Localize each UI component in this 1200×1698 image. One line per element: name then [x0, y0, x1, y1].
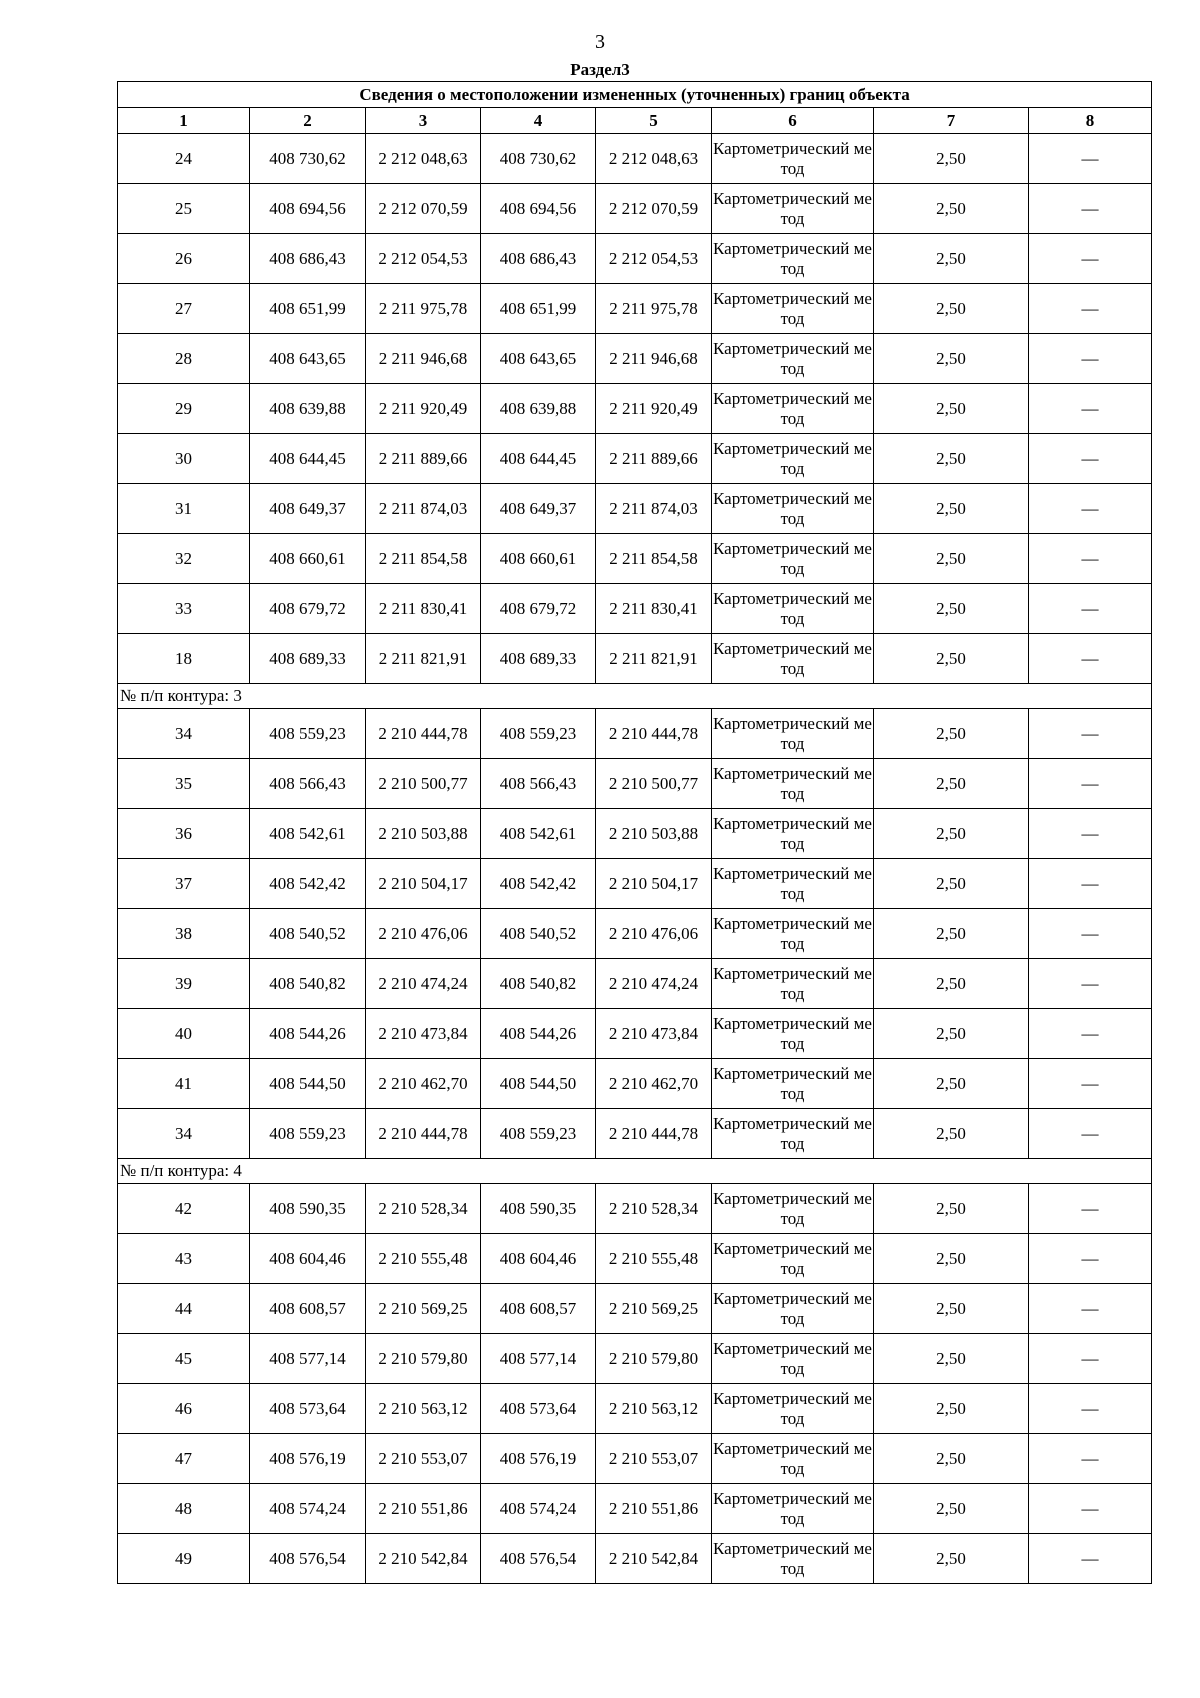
table-cell-col-5: 2 210 474,24	[596, 959, 712, 1009]
table-cell-col-7: 2,50	[874, 1109, 1029, 1159]
table-cell-col-7: 2,50	[874, 1384, 1029, 1434]
table-cell-col-8: —	[1029, 909, 1152, 959]
table-row	[118, 1334, 1152, 1384]
table-cell-col-8: —	[1029, 859, 1152, 909]
table-cell-col-8: —	[1029, 134, 1152, 184]
table-cell-col-3: 2 211 946,68	[366, 334, 481, 384]
table-cell-col-6: Картометрический метод	[712, 1484, 874, 1534]
table-cell-col-4: 408 576,54	[481, 1534, 596, 1584]
boundary-coordinates-table	[117, 81, 1152, 1584]
table-cell-col-7: 2,50	[874, 1009, 1029, 1059]
table-cell-col-4: 408 573,64	[481, 1384, 596, 1434]
table-cell-col-4: 408 651,99	[481, 284, 596, 334]
table-cell-col-1: 28	[118, 334, 250, 384]
table-cell-col-6: Картометрический метод	[712, 859, 874, 909]
table-cell-col-5: 2 210 500,77	[596, 759, 712, 809]
table-cell-col-3: 2 210 579,80	[366, 1334, 481, 1384]
table-cell-col-4: 408 608,57	[481, 1284, 596, 1334]
table-cell-col-3: 2 211 920,49	[366, 384, 481, 434]
table-cell-col-6: Картометрический метод	[712, 759, 874, 809]
table-cell-col-2: 408 639,88	[250, 384, 366, 434]
contour-row	[118, 1159, 1152, 1184]
table-cell-col-4: 408 730,62	[481, 134, 596, 184]
table-cell-col-1: 35	[118, 759, 250, 809]
contour-row	[118, 684, 1152, 709]
table-cell-col-4: 408 566,43	[481, 759, 596, 809]
table-cell-col-6: Картометрический метод	[712, 234, 874, 284]
table-cell-col-6: Картометрический метод	[712, 584, 874, 634]
table-cell-col-3: 2 211 874,03	[366, 484, 481, 534]
table-cell-col-6: Картометрический метод	[712, 709, 874, 759]
table-cell-col-8: —	[1029, 634, 1152, 684]
table-cell-col-7: 2,50	[874, 634, 1029, 684]
table-cell-col-3: 2 210 563,12	[366, 1384, 481, 1434]
table-row	[118, 1484, 1152, 1534]
table-cell-col-5: 2 212 054,53	[596, 234, 712, 284]
table-cell-col-7: 2,50	[874, 584, 1029, 634]
table-cell-col-6: Картометрический метод	[712, 134, 874, 184]
table-cell-col-1: 29	[118, 384, 250, 434]
table-cell-col-7: 2,50	[874, 709, 1029, 759]
table-cell-col-3: 2 211 975,78	[366, 284, 481, 334]
table-row	[118, 1059, 1152, 1109]
table-cell-col-7: 2,50	[874, 234, 1029, 284]
column-header: 2	[250, 108, 366, 134]
table-cell-col-6: Картометрический метод	[712, 484, 874, 534]
table-cell-col-4: 408 540,52	[481, 909, 596, 959]
table-cell-col-8: —	[1029, 1334, 1152, 1384]
table-cell-col-1: 44	[118, 1284, 250, 1334]
table-cell-col-6: Картометрический метод	[712, 959, 874, 1009]
table-cell-col-8: —	[1029, 184, 1152, 234]
table-cell-col-4: 408 540,82	[481, 959, 596, 1009]
table-cell-col-1: 18	[118, 634, 250, 684]
table-cell-col-7: 2,50	[874, 859, 1029, 909]
table-row	[118, 534, 1152, 584]
table-cell-col-1: 45	[118, 1334, 250, 1384]
table-cell-col-5: 2 210 503,88	[596, 809, 712, 859]
table-row	[118, 184, 1152, 234]
table-cell-col-6: Картометрический метод	[712, 1059, 874, 1109]
table-cell-col-3: 2 210 474,24	[366, 959, 481, 1009]
table-cell-col-2: 408 542,61	[250, 809, 366, 859]
table-cell-col-8: —	[1029, 584, 1152, 634]
column-header: 5	[596, 108, 712, 134]
table-cell-col-6: Картометрический метод	[712, 1384, 874, 1434]
table-cell-col-5: 2 210 569,25	[596, 1284, 712, 1334]
table-cell-col-1: 40	[118, 1009, 250, 1059]
table-cell-col-2: 408 566,43	[250, 759, 366, 809]
table-cell-col-2: 408 686,43	[250, 234, 366, 284]
table-cell-col-2: 408 573,64	[250, 1384, 366, 1434]
table-cell-col-3: 2 210 504,17	[366, 859, 481, 909]
table-cell-col-5: 2 211 821,91	[596, 634, 712, 684]
table-row	[118, 484, 1152, 534]
table-cell-col-4: 408 660,61	[481, 534, 596, 584]
table-cell-col-2: 408 540,82	[250, 959, 366, 1009]
table-cell-col-1: 30	[118, 434, 250, 484]
table-cell-col-6: Картометрический метод	[712, 1109, 874, 1159]
table-cell-col-2: 408 608,57	[250, 1284, 366, 1334]
table-cell-col-5: 2 210 579,80	[596, 1334, 712, 1384]
table-cell-col-8: —	[1029, 234, 1152, 284]
table-row	[118, 1384, 1152, 1434]
table-caption: Сведения о местоположении измененных (уточненных) границ объекта	[118, 82, 1152, 108]
table-cell-col-1: 43	[118, 1234, 250, 1284]
table-cell-col-6: Картометрический метод	[712, 909, 874, 959]
table-cell-col-2: 408 540,52	[250, 909, 366, 959]
table-row	[118, 584, 1152, 634]
table-cell-col-1: 27	[118, 284, 250, 334]
section-title: Раздел3	[570, 60, 630, 79]
table-cell-col-5: 2 210 553,07	[596, 1434, 712, 1484]
table-row	[118, 859, 1152, 909]
table-cell-col-7: 2,50	[874, 1334, 1029, 1384]
table-row	[118, 759, 1152, 809]
table-cell-col-2: 408 574,24	[250, 1484, 366, 1534]
table-cell-col-4: 408 644,45	[481, 434, 596, 484]
table-cell-col-8: —	[1029, 1534, 1152, 1584]
table-row	[118, 234, 1152, 284]
table-row	[118, 1109, 1152, 1159]
table-cell-col-7: 2,50	[874, 959, 1029, 1009]
table-cell-col-1: 37	[118, 859, 250, 909]
table-cell-col-5: 2 210 473,84	[596, 1009, 712, 1059]
column-header: 7	[874, 108, 1029, 134]
table-cell-col-5: 2 211 889,66	[596, 434, 712, 484]
contour-label: № п/п контура: 4	[118, 1159, 1152, 1184]
table-cell-col-8: —	[1029, 1234, 1152, 1284]
table-cell-col-1: 48	[118, 1484, 250, 1534]
table-cell-col-6: Картометрический метод	[712, 1184, 874, 1234]
table-cell-col-5: 2 211 946,68	[596, 334, 712, 384]
table-row	[118, 959, 1152, 1009]
table-cell-col-7: 2,50	[874, 909, 1029, 959]
table-cell-col-1: 49	[118, 1534, 250, 1584]
table-cell-col-4: 408 542,42	[481, 859, 596, 909]
table-cell-col-5: 2 212 070,59	[596, 184, 712, 234]
table-cell-col-2: 408 577,14	[250, 1334, 366, 1384]
table-cell-col-4: 408 679,72	[481, 584, 596, 634]
table-cell-col-8: —	[1029, 809, 1152, 859]
table-cell-col-4: 408 590,35	[481, 1184, 596, 1234]
table-cell-col-7: 2,50	[874, 484, 1029, 534]
table-cell-col-4: 408 559,23	[481, 709, 596, 759]
table-cell-col-3: 2 211 889,66	[366, 434, 481, 484]
table-cell-col-3: 2 210 462,70	[366, 1059, 481, 1109]
table-cell-col-4: 408 686,43	[481, 234, 596, 284]
table-cell-col-6: Картометрический метод	[712, 1284, 874, 1334]
table-cell-col-2: 408 689,33	[250, 634, 366, 684]
table-cell-col-2: 408 576,19	[250, 1434, 366, 1484]
table-cell-col-7: 2,50	[874, 1484, 1029, 1534]
table-cell-col-6: Картометрический метод	[712, 434, 874, 484]
table-cell-col-5: 2 210 504,17	[596, 859, 712, 909]
table-cell-col-8: —	[1029, 484, 1152, 534]
table-cell-col-4: 408 694,56	[481, 184, 596, 234]
table-cell-col-6: Картометрический метод	[712, 184, 874, 234]
table-cell-col-1: 33	[118, 584, 250, 634]
table-row	[118, 434, 1152, 484]
table-cell-col-7: 2,50	[874, 1059, 1029, 1109]
table-cell-col-8: —	[1029, 434, 1152, 484]
table-cell-col-3: 2 212 070,59	[366, 184, 481, 234]
column-header: 4	[481, 108, 596, 134]
table-cell-col-1: 39	[118, 959, 250, 1009]
table-cell-col-5: 2 211 874,03	[596, 484, 712, 534]
table-cell-col-1: 46	[118, 1384, 250, 1434]
table-cell-col-1: 41	[118, 1059, 250, 1109]
table-cell-col-2: 408 559,23	[250, 709, 366, 759]
table-cell-col-8: —	[1029, 959, 1152, 1009]
table-cell-col-5: 2 211 830,41	[596, 584, 712, 634]
table-cell-col-6: Картометрический метод	[712, 1434, 874, 1484]
table-cell-col-7: 2,50	[874, 1284, 1029, 1334]
table-cell-col-4: 408 576,19	[481, 1434, 596, 1484]
table-cell-col-7: 2,50	[874, 1234, 1029, 1284]
table-row	[118, 134, 1152, 184]
table-cell-col-2: 408 643,65	[250, 334, 366, 384]
table-cell-col-3: 2 211 854,58	[366, 534, 481, 584]
table-cell-col-1: 38	[118, 909, 250, 959]
column-header: 8	[1029, 108, 1152, 134]
table-cell-col-8: —	[1029, 1109, 1152, 1159]
table-cell-col-6: Картометрический метод	[712, 384, 874, 434]
table-cell-col-8: —	[1029, 1384, 1152, 1434]
table-cell-col-8: —	[1029, 334, 1152, 384]
table-cell-col-1: 34	[118, 1109, 250, 1159]
table-cell-col-3: 2 210 553,07	[366, 1434, 481, 1484]
table-row	[118, 809, 1152, 859]
table-cell-col-7: 2,50	[874, 184, 1029, 234]
table-cell-col-5: 2 211 854,58	[596, 534, 712, 584]
table-cell-col-3: 2 210 551,86	[366, 1484, 481, 1534]
table-cell-col-1: 47	[118, 1434, 250, 1484]
table-cell-col-8: —	[1029, 1059, 1152, 1109]
table-cell-col-5: 2 210 542,84	[596, 1534, 712, 1584]
table-cell-col-4: 408 689,33	[481, 634, 596, 684]
table-body	[118, 134, 1152, 1584]
table-cell-col-3: 2 210 503,88	[366, 809, 481, 859]
table-cell-col-2: 408 542,42	[250, 859, 366, 909]
table-cell-col-3: 2 210 542,84	[366, 1534, 481, 1584]
table-cell-col-6: Картометрический метод	[712, 634, 874, 684]
table-cell-col-7: 2,50	[874, 1184, 1029, 1234]
table-cell-col-3: 2 210 528,34	[366, 1184, 481, 1234]
table-cell-col-8: —	[1029, 1484, 1152, 1534]
table-cell-col-8: —	[1029, 534, 1152, 584]
table-cell-col-4: 408 559,23	[481, 1109, 596, 1159]
table-row	[118, 909, 1152, 959]
table-cell-col-6: Картометрический метод	[712, 1009, 874, 1059]
table-cell-col-1: 26	[118, 234, 250, 284]
table-cell-col-2: 408 679,72	[250, 584, 366, 634]
table-cell-col-6: Картометрический метод	[712, 334, 874, 384]
table-cell-col-2: 408 649,37	[250, 484, 366, 534]
table-row	[118, 1434, 1152, 1484]
table-cell-col-4: 408 544,26	[481, 1009, 596, 1059]
table-cell-col-2: 408 544,50	[250, 1059, 366, 1109]
table-cell-col-5: 2 212 048,63	[596, 134, 712, 184]
table-cell-col-4: 408 544,50	[481, 1059, 596, 1109]
table-cell-col-8: —	[1029, 709, 1152, 759]
table-cell-col-3: 2 212 054,53	[366, 234, 481, 284]
table-cell-col-8: —	[1029, 759, 1152, 809]
table-cell-col-6: Картометрический метод	[712, 1234, 874, 1284]
table-cell-col-5: 2 210 462,70	[596, 1059, 712, 1109]
table-cell-col-5: 2 210 528,34	[596, 1184, 712, 1234]
table-cell-col-5: 2 210 563,12	[596, 1384, 712, 1434]
table-cell-col-7: 2,50	[874, 809, 1029, 859]
table-cell-col-5: 2 211 920,49	[596, 384, 712, 434]
table-cell-col-7: 2,50	[874, 134, 1029, 184]
table-cell-col-5: 2 210 476,06	[596, 909, 712, 959]
table-cell-col-4: 408 604,46	[481, 1234, 596, 1284]
table-cell-col-8: —	[1029, 1284, 1152, 1334]
table-cell-col-7: 2,50	[874, 434, 1029, 484]
column-header: 6	[712, 108, 874, 134]
table-cell-col-3: 2 210 476,06	[366, 909, 481, 959]
column-header: 3	[366, 108, 481, 134]
table-cell-col-3: 2 212 048,63	[366, 134, 481, 184]
table-cell-col-2: 408 576,54	[250, 1534, 366, 1584]
table-cell-col-3: 2 210 500,77	[366, 759, 481, 809]
table-cell-col-1: 36	[118, 809, 250, 859]
table-cell-col-3: 2 211 821,91	[366, 634, 481, 684]
table-cell-col-7: 2,50	[874, 759, 1029, 809]
table-cell-col-3: 2 210 473,84	[366, 1009, 481, 1059]
page-number: 3	[595, 31, 605, 53]
table-cell-col-7: 2,50	[874, 1534, 1029, 1584]
table-row	[118, 634, 1152, 684]
table-cell-col-6: Картометрический метод	[712, 284, 874, 334]
table-cell-col-4: 408 643,65	[481, 334, 596, 384]
table-cell-col-8: —	[1029, 384, 1152, 434]
table-cell-col-8: —	[1029, 1434, 1152, 1484]
table-row	[118, 1234, 1152, 1284]
table-row	[118, 284, 1152, 334]
table-cell-col-8: —	[1029, 1184, 1152, 1234]
table-cell-col-4: 408 649,37	[481, 484, 596, 534]
table-cell-col-2: 408 544,26	[250, 1009, 366, 1059]
table-cell-col-1: 34	[118, 709, 250, 759]
table-cell-col-5: 2 210 444,78	[596, 709, 712, 759]
table-row	[118, 1009, 1152, 1059]
table-cell-col-6: Картометрический метод	[712, 1534, 874, 1584]
table-cell-col-1: 25	[118, 184, 250, 234]
table-cell-col-6: Картометрический метод	[712, 534, 874, 584]
contour-label: № п/п контура: 3	[118, 684, 1152, 709]
table-cell-col-4: 408 577,14	[481, 1334, 596, 1384]
table-cell-col-1: 24	[118, 134, 250, 184]
table-cell-col-8: —	[1029, 1009, 1152, 1059]
table-cell-col-3: 2 210 569,25	[366, 1284, 481, 1334]
table-cell-col-2: 408 660,61	[250, 534, 366, 584]
table-cell-col-6: Картометрический метод	[712, 1334, 874, 1384]
table-cell-col-4: 408 574,24	[481, 1484, 596, 1534]
table-cell-col-3: 2 211 830,41	[366, 584, 481, 634]
table-cell-col-2: 408 730,62	[250, 134, 366, 184]
table-cell-col-1: 32	[118, 534, 250, 584]
table-cell-col-8: —	[1029, 284, 1152, 334]
table-cell-col-7: 2,50	[874, 384, 1029, 434]
table-cell-col-2: 408 559,23	[250, 1109, 366, 1159]
table-cell-col-7: 2,50	[874, 334, 1029, 384]
table-cell-col-3: 2 210 444,78	[366, 709, 481, 759]
table-cell-col-2: 408 590,35	[250, 1184, 366, 1234]
table-row	[118, 709, 1152, 759]
table-cell-col-5: 2 211 975,78	[596, 284, 712, 334]
table-cell-col-5: 2 210 551,86	[596, 1484, 712, 1534]
column-header: 1	[118, 108, 250, 134]
table-cell-col-2: 408 651,99	[250, 284, 366, 334]
table-cell-col-4: 408 639,88	[481, 384, 596, 434]
table-cell-col-1: 42	[118, 1184, 250, 1234]
table-cell-col-4: 408 542,61	[481, 809, 596, 859]
table-row	[118, 1184, 1152, 1234]
table-cell-col-6: Картометрический метод	[712, 809, 874, 859]
table-cell-col-2: 408 694,56	[250, 184, 366, 234]
table-cell-col-7: 2,50	[874, 284, 1029, 334]
table-row	[118, 334, 1152, 384]
table-cell-col-5: 2 210 555,48	[596, 1234, 712, 1284]
table-row	[118, 384, 1152, 434]
table-cell-col-2: 408 604,46	[250, 1234, 366, 1284]
table-cell-col-3: 2 210 444,78	[366, 1109, 481, 1159]
table-cell-col-7: 2,50	[874, 534, 1029, 584]
table-row	[118, 1284, 1152, 1334]
table-cell-col-5: 2 210 444,78	[596, 1109, 712, 1159]
table-cell-col-2: 408 644,45	[250, 434, 366, 484]
table-cell-col-7: 2,50	[874, 1434, 1029, 1484]
table-cell-col-3: 2 210 555,48	[366, 1234, 481, 1284]
table-cell-col-1: 31	[118, 484, 250, 534]
table-row	[118, 1534, 1152, 1584]
